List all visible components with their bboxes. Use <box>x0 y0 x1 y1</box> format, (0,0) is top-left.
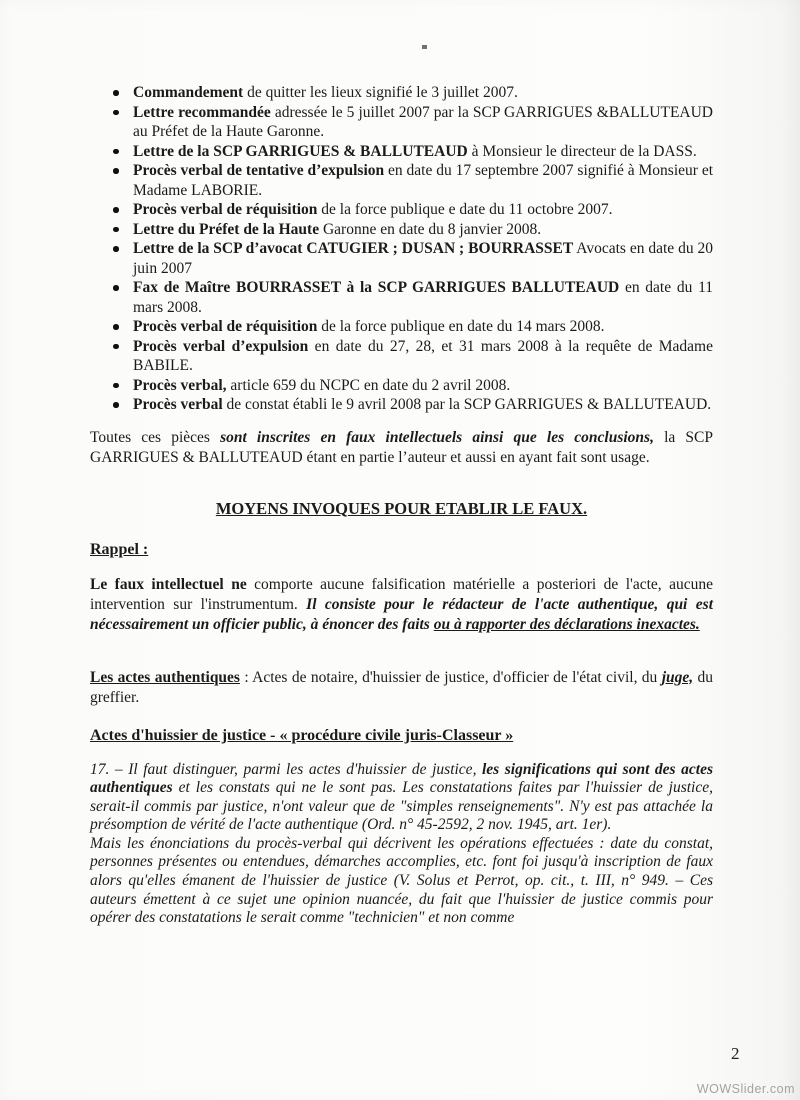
list-item-text <box>133 143 697 160</box>
text-run: comporte aucune falsification matérielle a posteriori de l'acte, aucune intervention sur l'instrumentum. <box>90 575 713 613</box>
list-item <box>90 220 713 240</box>
text-run: de la force publique e date du 11 octobre 2007. <box>317 201 613 218</box>
rappel-heading: Rappel : <box>90 540 149 558</box>
document-content <box>90 83 713 928</box>
text-run: en date du 17 septembre 2007 signifié à Monsieur et Madame LABORIE. <box>133 162 714 199</box>
list-item-text <box>133 377 510 394</box>
bullet-icon <box>113 110 119 116</box>
text-run: en date du 27, 28, et 31 mars 2008 à la requête de Madame BABILE. <box>133 337 713 374</box>
text-run: adressée le 5 juillet 2007 par la SCP GARRIGUES &BALLUTEAUD au Préfet de la Haute Garonne. <box>133 103 714 140</box>
page-number: 2 <box>731 1044 740 1063</box>
list-item <box>90 83 713 103</box>
list-item <box>90 376 713 396</box>
text-run: Procès verbal d’expulsion <box>133 337 309 355</box>
list-item <box>90 239 713 278</box>
rappel-paragraph <box>90 575 713 635</box>
list-item-text <box>133 318 605 335</box>
text-run: Les actes authentiques <box>90 668 240 686</box>
exhibits-bullet-list <box>90 83 713 415</box>
text-run: du greffier. <box>90 668 713 706</box>
bullet-icon <box>113 149 119 155</box>
huissier-heading: Actes d'huissier de justice - « procédure civile juris-Classeur » <box>90 726 514 744</box>
text-run: Procès verbal de réquisition <box>133 318 318 335</box>
list-item-text <box>133 279 713 316</box>
text-run: de constat établi le 9 avril 2008 par la SCP GARRIGUES & BALLUTEAUD. <box>222 396 712 413</box>
list-item-text <box>133 396 711 413</box>
text-run: Procès verbal de réquisition <box>133 201 318 218</box>
text-run: à Monsieur le directeur de la DASS. <box>467 142 697 160</box>
text-run: Le faux intellectuel ne <box>90 575 247 593</box>
text-run: Lettre recommandée <box>133 103 271 121</box>
text-run: article 659 du NCPC en date du 2 avril 2008. <box>226 376 511 394</box>
text-run: Mais les énonciations du procès-verbal qui décrivent les opérations effectuées : date du constat, personnes présentes ou entendues, démarches accomplies, etc. font foi jusqu'à inscription de faux alors qu'elles émanent de l'huissier de justice (V. Solus et Perrot, op. cit., t. III, n° 949. – Ces auteurs émettent à ce sujet une opinion nuancée, du fait que l'huissier de justice commis pour opérer des constatations le serait comme "technicien" et non comme <box>90 834 713 927</box>
list-item <box>90 161 713 200</box>
text-run: ou à rapporter des déclarations inexactes. <box>433 615 700 633</box>
text-run: sont inscrites en faux intellectuels ainsi que les conclusions, <box>220 428 654 446</box>
list-item <box>90 103 713 142</box>
bullet-icon <box>113 207 119 213</box>
bullet-icon <box>113 383 119 389</box>
list-item-text <box>133 338 713 375</box>
list-item-text <box>133 221 541 238</box>
list-item <box>90 142 713 162</box>
juris-classeur-quote-block <box>90 761 713 928</box>
text-run: Procès verbal <box>133 396 223 413</box>
list-item <box>90 317 713 337</box>
text-run: la SCP GARRIGUES & BALLUTEAUD étant en partie l’auteur et aussi en ayant fait sont usage. <box>90 428 714 466</box>
text-run: les significations qui sont des actes authentiques <box>90 760 713 797</box>
bullet-icon <box>113 168 119 174</box>
text-run: Il consiste pour le rédacteur de l'acte authentique, qui est nécessairement un officier public, à énoncer des faits <box>90 595 713 633</box>
wowslider-watermark-link[interactable]: WOWSlider.com <box>696 1082 795 1096</box>
text-run: Avocats en date du 20 juin 2007 <box>133 240 713 277</box>
text-run: 17. – Il faut distinguer, parmi les actes d'huissier de justice, <box>90 760 482 778</box>
text-run: Procès verbal, <box>133 376 227 394</box>
quote-paragraph-mais <box>90 835 713 928</box>
text-run: Procès verbal de tentative d’expulsion <box>133 162 385 179</box>
intro-paragraph <box>90 428 713 468</box>
bullet-icon <box>113 227 119 233</box>
text-run: en date du 11 mars 2008. <box>133 279 714 316</box>
text-run: de quitter les lieux signifié le 3 juillet 2007. <box>243 84 518 101</box>
list-item <box>90 200 713 220</box>
text-run: et les constats qui ne le sont pas. Les constatations faites par l'huissier de justice, serait-il commis par justice, n'ont valeur que de "simples renseignements". N'y est pas attachée la présomption de vérité de l'acte authentique (Ord. n° 45-2592, 2 nov. 1945, art. 1er). <box>90 779 713 834</box>
bullet-icon <box>113 324 119 330</box>
bullet-icon <box>113 344 119 350</box>
list-item-text <box>133 201 613 218</box>
text-run: Garonne en date du 8 janvier 2008. <box>319 220 542 238</box>
bullet-icon <box>113 402 119 408</box>
text-run: de la force publique en date du 14 mars 2008. <box>317 318 605 335</box>
text-run: Lettre de la SCP GARRIGUES & BALLUTEAUD <box>133 142 468 160</box>
text-run: juge, <box>661 668 694 686</box>
text-run: Fax de Maître BOURRASSET à la SCP GARRIGUES BALLUTEAUD <box>133 279 620 296</box>
list-item-text <box>133 162 713 199</box>
bullet-icon <box>113 285 119 291</box>
list-item <box>90 337 713 376</box>
text-run: Lettre du Préfet de la Haute <box>133 220 320 238</box>
scan-artifact-speck <box>422 45 427 49</box>
list-item-text <box>133 84 518 101</box>
list-item <box>90 278 713 317</box>
list-item-text <box>133 240 713 277</box>
list-item-text <box>133 104 713 141</box>
list-item <box>90 395 713 415</box>
section-heading-moyens: MOYENS INVOQUES POUR ETABLIR LE FAUX. <box>215 498 588 518</box>
text-run: Commandement <box>133 84 244 101</box>
bullet-icon <box>113 90 119 96</box>
quote-paragraph-17 <box>90 761 713 835</box>
text-run: Lettre de la SCP d’avocat CATUGIER ; DUSAN ; BOURRASSET <box>133 240 574 257</box>
text-run: : Actes de notaire, d'huissier de justice, d'officier de l'état civil, du <box>239 668 662 686</box>
actes-authentiques-paragraph <box>90 668 713 708</box>
text-run: Toutes ces pièces <box>90 428 221 446</box>
bullet-icon <box>113 246 119 252</box>
